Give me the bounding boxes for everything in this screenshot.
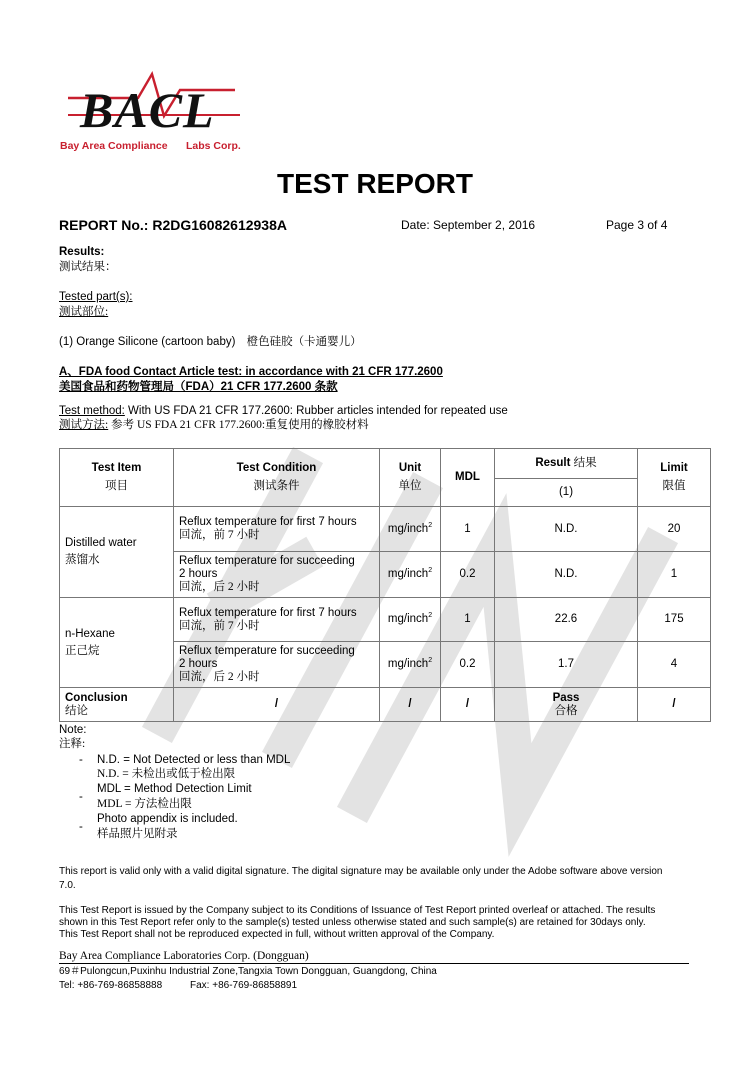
footer-divider xyxy=(59,963,689,964)
unit-cell: mg/inch$^2$ xyxy=(380,552,441,598)
test-item-n-hexane: n-Hexane 正己烷 xyxy=(60,598,174,688)
note-item-1-cn: N.D. = 未检出或低于检出限 xyxy=(97,768,236,780)
test-condition: Reflux temperature for first 7 hours 回流，前 7 小时 xyxy=(174,507,380,552)
test-method-label-cn: 测试方法: xyxy=(59,419,109,431)
disclaimer-signature: This report is valid only with a valid digital signature. The digital signature may be available only under the Adobe software above version 7.0. xyxy=(59,866,663,891)
footer-fax: Fax: +86-769-86858891 xyxy=(190,980,298,991)
test-condition: Reflux temperature for first 7 hours 回流，前 7 小时 xyxy=(174,598,380,642)
unit-cell: mg/inch$^2$ xyxy=(380,642,441,688)
conclusion-limit: / xyxy=(638,688,711,722)
test-condition: Reflux temperature for succeeding 2 hours 回流，后 2 小时 xyxy=(174,552,380,598)
unit-cell: mg/inch$^2$ xyxy=(380,598,441,642)
logo-right-text: Labs Corp. xyxy=(186,140,241,152)
note-item-3-cn: 样品照片见附录 xyxy=(97,828,178,840)
note-bullet: - xyxy=(79,821,83,833)
note-title: Note: xyxy=(59,724,87,736)
unit-cell: mg/inch$^2$ xyxy=(380,507,441,552)
tested-part-item-cn: 橙色硅胶（卡通婴儿） xyxy=(246,336,362,348)
limit-cell: 4 xyxy=(638,642,711,688)
footer-company: Bay Area Compliance Laboratories Corp. (Dongguan) xyxy=(59,950,309,962)
test-method xyxy=(59,404,508,418)
test-method-cn xyxy=(59,418,369,432)
conclusion-result: Pass 合格 xyxy=(495,688,638,722)
result-cell: N.D. xyxy=(495,507,638,552)
page-title: TEST REPORT xyxy=(276,168,473,199)
report-number: REPORT No.: R2DG16082612938A xyxy=(59,217,287,233)
result-cell: N.D. xyxy=(495,552,638,598)
section-a-title-cn: 美国食品和药物管理局（FDA）21 CFR 177.2600 条款 xyxy=(59,381,338,393)
header-mdl: MDL xyxy=(441,449,495,507)
test-item-distilled-water: Distilled water 蒸馏水 xyxy=(60,507,174,598)
mdl-cell: 1 xyxy=(441,507,495,552)
mdl-cell: 1 xyxy=(441,598,495,642)
tested-part-item xyxy=(59,335,362,349)
mdl-cell: 0.2 xyxy=(441,642,495,688)
result-cell: 22.6 xyxy=(495,598,638,642)
report-date: Date: September 2, 2016 xyxy=(401,218,536,232)
tested-part-item-en: (1) Orange Silicone (cartoon baby) xyxy=(59,336,236,348)
conclusion-mdl: / xyxy=(441,688,495,722)
note-bullet: - xyxy=(79,791,83,803)
header-test-condition: Test Condition 测试条件 xyxy=(174,449,380,507)
test-method-text: With US FDA 21 CFR 177.2600: Rubber articles intended for repeated use xyxy=(124,405,508,417)
result-cell: 1.7 xyxy=(495,642,638,688)
section-a-title: A、FDA food Contact Article test: in accordance with 21 CFR 177.2600 xyxy=(59,366,443,378)
table-row xyxy=(60,507,711,552)
note-item-2: MDL = Method Detection Limit xyxy=(97,783,252,795)
test-method-label: Test method: xyxy=(59,405,125,417)
disclaimer-issuance: This Test Report is issued by the Company subject to its Conditions of Issuance of Test Report printed overleaf or attached. The results shown in this Test Report refer only to the sample(s) tested unless otherwise stated and such sample(s) are retained for 30days only. This Test Report shall not be reproduced expected in full, without written approval of the Company. xyxy=(59,905,656,940)
limit-cell: 20 xyxy=(638,507,711,552)
tested-parts-label: Tested part(s): xyxy=(59,291,133,303)
test-method-text-cn: 参考 US FDA 21 CFR 177.2600:重复使用的橡胶材料 xyxy=(108,419,369,431)
header-result: Result 结果 xyxy=(495,449,638,479)
note-item-2-cn: MDL = 方法检出限 xyxy=(97,798,192,810)
bacl-logo xyxy=(60,70,250,160)
header-test-item: Test Item 项目 xyxy=(60,449,174,507)
note-bullet: - xyxy=(79,754,83,766)
note-item-3: Photo appendix is included. xyxy=(97,813,238,825)
note-item-1: N.D. = Not Detected or less than MDL xyxy=(97,754,291,766)
tested-parts-label-cn: 测试部位: xyxy=(59,306,109,318)
logo-wordmark: BACL xyxy=(80,82,215,138)
test-condition: Reflux temperature for succeeding 2 hours 回流，后 2 小时 xyxy=(174,642,380,688)
conclusion-label: Conclusion 结论 xyxy=(60,688,174,722)
mdl-cell: 0.2 xyxy=(441,552,495,598)
note-title-cn: 注释: xyxy=(59,738,86,750)
results-table xyxy=(59,448,711,722)
footer-tel: Tel: +86-769-86858888 xyxy=(59,980,163,991)
table-row xyxy=(60,598,711,642)
results-heading: Results: xyxy=(59,246,105,258)
results-heading-cn: 测试结果： xyxy=(59,261,117,273)
footer-address: 69＃Pulongcun,Puxinhu Industrial Zone,Tangxia Town Dongguan, Guangdong, China xyxy=(59,966,437,977)
limit-cell: 1 xyxy=(638,552,711,598)
header-unit: Unit 单位 xyxy=(380,449,441,507)
page-number: Page 3 of 4 xyxy=(606,218,668,232)
conclusion-row xyxy=(60,688,711,722)
limit-cell: 175 xyxy=(638,598,711,642)
header-result-sample: (1) xyxy=(495,479,638,507)
table-header-row xyxy=(60,449,711,479)
conclusion-condition: / xyxy=(174,688,380,722)
header-limit: Limit 限值 xyxy=(638,449,711,507)
conclusion-unit: / xyxy=(380,688,441,722)
logo-left-text: Bay Area Compliance xyxy=(60,140,168,152)
